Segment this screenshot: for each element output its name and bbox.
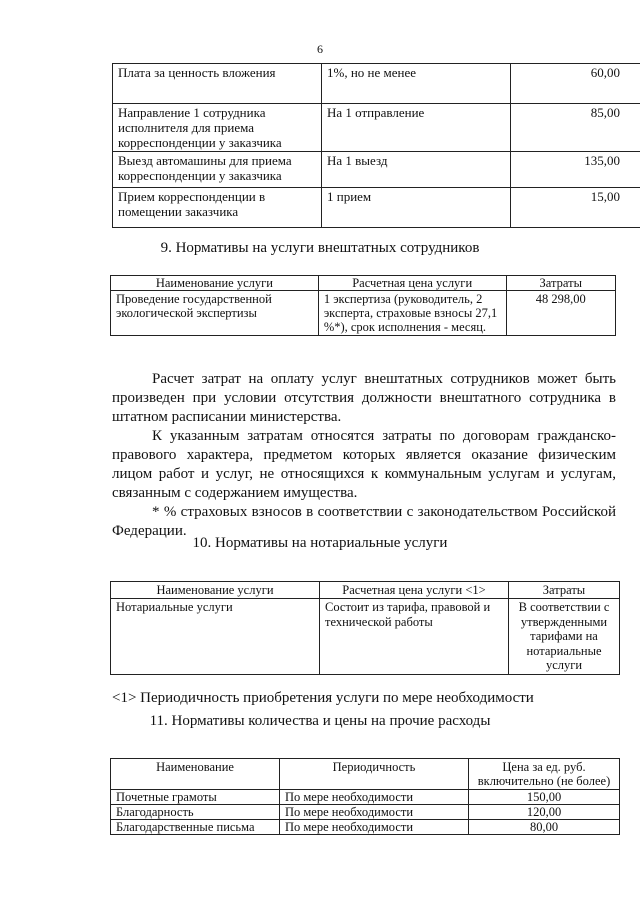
- column-header: Расчетная цена услуги <1>: [320, 582, 509, 599]
- column-header: Наименование: [111, 759, 280, 790]
- section-11-title: 11. Нормативы количества и цены на прочие расходы: [149, 713, 491, 729]
- table-cell: Благодарственные письма: [111, 820, 280, 835]
- table-row: [111, 599, 620, 675]
- table-row: [111, 820, 620, 835]
- notary-services-table: [110, 581, 620, 675]
- page-number: 6: [317, 42, 323, 56]
- postal-services-table: [112, 63, 640, 228]
- column-header: Цена за ед. руб. включительно (не более): [469, 759, 620, 790]
- table-cell: По мере необходимости: [280, 805, 469, 820]
- table-cell: Почетные грамоты: [111, 790, 280, 805]
- table-row: [113, 188, 640, 228]
- table-row: [113, 64, 640, 104]
- paragraph: К указанным затратам относятся затраты по договорам гражданско-правового характера, предметом которых является оказание физическим лицом работ и услуг, не относящихся к коммунальным услугам и услугам, связанным с содержанием имущества.: [112, 428, 616, 501]
- section-9-title: 9. Нормативы на услуги внештатных сотрудников: [160, 240, 480, 256]
- table-cell: Выезд автомашины для приема корреспонденции у заказчика: [113, 152, 322, 188]
- table-row: [113, 152, 640, 188]
- table-cell: 1 экспертиза (руководитель, 2 эксперта, страховые взносы 27,1 %*), срок исполнения - месяц.: [318, 291, 506, 336]
- table-cell: 1 прием: [322, 188, 511, 228]
- column-header: Затраты: [509, 582, 620, 599]
- table-row: [111, 790, 620, 805]
- table-header-row: [111, 276, 616, 291]
- footnote: <1> Периодичность приобретения услуги по мере необходимости: [112, 690, 534, 706]
- paragraph: Расчет затрат на оплату услуг внештатных сотрудников может быть произведен при условии отсутствия должности внештатного сотрудника в штатном расписании министерства.: [112, 371, 616, 425]
- table-cell: На 1 отправление: [322, 104, 511, 152]
- column-header: Затраты: [506, 276, 615, 291]
- table-cell: По мере необходимости: [280, 820, 469, 835]
- column-header: Наименование услуги: [111, 582, 320, 599]
- table-cell: 60,00: [511, 64, 640, 104]
- table-header-row: [111, 582, 620, 599]
- column-header: Расчетная цена услуги: [318, 276, 506, 291]
- table-cell: Направление 1 сотрудника исполнителя для приема корреспонденции у заказчика: [113, 104, 322, 152]
- table-row: [113, 104, 640, 152]
- table-cell: 120,00: [469, 805, 620, 820]
- table-row: [111, 291, 616, 336]
- section-10-title: 10. Нормативы на нотариальные услуги: [192, 535, 448, 551]
- table-cell: Плата за ценность вложения: [113, 64, 322, 104]
- table-row: [111, 805, 620, 820]
- table-cell: В соответствии с утвержденными тарифами на нотариальные услуги: [509, 599, 620, 675]
- table-cell: 150,00: [469, 790, 620, 805]
- table-cell: Нотариальные услуги: [111, 599, 320, 675]
- table-cell: 15,00: [511, 188, 640, 228]
- table-cell: 135,00: [511, 152, 640, 188]
- table-cell: 80,00: [469, 820, 620, 835]
- column-header: Наименование услуги: [111, 276, 319, 291]
- freelance-services-table: [110, 275, 616, 336]
- table-cell: Состоит из тарифа, правовой и технической работы: [320, 599, 509, 675]
- paragraph: * % страховых взносов в соответствии с законодательством Российской Федерации.: [112, 504, 616, 539]
- table-cell: По мере необходимости: [280, 790, 469, 805]
- table-cell: Проведение государственной экологической экспертизы: [111, 291, 319, 336]
- table-cell: Благодарность: [111, 805, 280, 820]
- table-header-row: [111, 759, 620, 790]
- table-cell: Прием корреспонденции в помещении заказчика: [113, 188, 322, 228]
- other-expenses-table: [110, 758, 620, 835]
- column-header: Периодичность: [280, 759, 469, 790]
- table-cell: 85,00: [511, 104, 640, 152]
- table-cell: 48 298,00: [506, 291, 615, 336]
- table-cell: На 1 выезд: [322, 152, 511, 188]
- table-cell: 1%, но не менее: [322, 64, 511, 104]
